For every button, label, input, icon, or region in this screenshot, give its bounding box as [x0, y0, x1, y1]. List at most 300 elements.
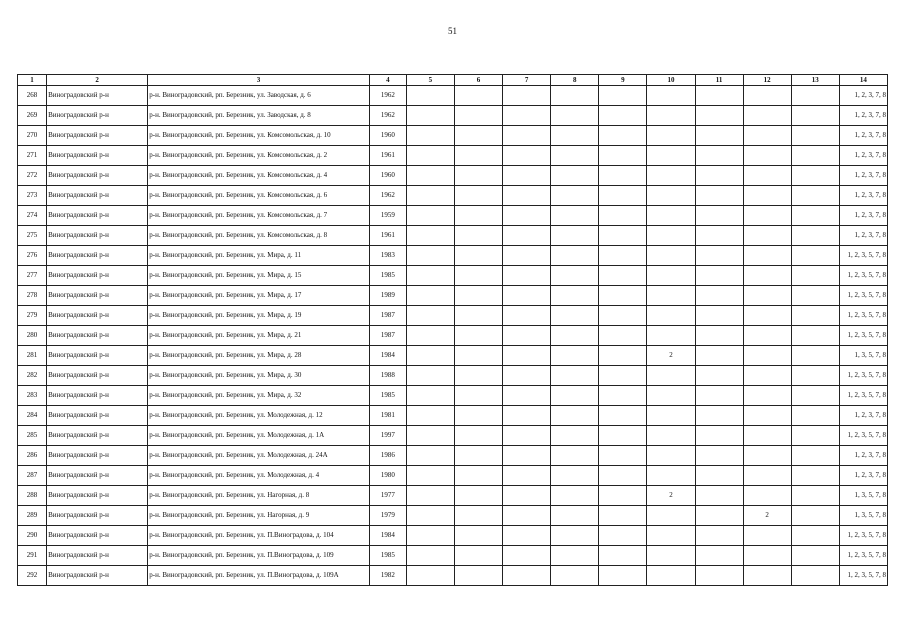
col-13-cell [791, 546, 839, 566]
address-cell: р-н. Виноградовский, рп. Березник, ул. Молодежная, д. 12 [148, 406, 370, 426]
year-cell: 1985 [369, 266, 406, 286]
col-13-cell [791, 306, 839, 326]
col-11-cell [695, 506, 743, 526]
address-cell: р-н. Виноградовский, рп. Березник, ул. Молодежная, д. 4 [148, 466, 370, 486]
column-header-12: 12 [743, 75, 791, 86]
col-8-cell [551, 306, 599, 326]
col-8-cell [551, 546, 599, 566]
table-row [18, 526, 888, 546]
col-9-cell [599, 306, 647, 326]
address-cell: р-н. Виноградовский, рп. Березник, ул. П.Виноградова, д. 104 [148, 526, 370, 546]
col-8-cell [551, 486, 599, 506]
address-cell: р-н. Виноградовский, рп. Березник, ул. Комсомольская, д. 2 [148, 146, 370, 166]
year-cell: 1997 [369, 426, 406, 446]
col-7-cell [503, 346, 551, 366]
column-header-8: 8 [551, 75, 599, 86]
col-5-cell [406, 366, 454, 386]
col-8-cell [551, 386, 599, 406]
col-12-cell [743, 166, 791, 186]
col-12-cell [743, 106, 791, 126]
col-6-cell [454, 526, 502, 546]
col-8-cell [551, 186, 599, 206]
col-12-cell [743, 246, 791, 266]
address-cell: р-н. Виноградовский, рп. Березник, ул. Комсомольская, д. 4 [148, 166, 370, 186]
col-8-cell [551, 226, 599, 246]
col-13-cell [791, 186, 839, 206]
year-cell: 1989 [369, 286, 406, 306]
column-header-11: 11 [695, 75, 743, 86]
year-cell: 1961 [369, 146, 406, 166]
col-10-cell [647, 466, 695, 486]
col-7-cell [503, 246, 551, 266]
col-12-cell [743, 346, 791, 366]
col-9-cell [599, 246, 647, 266]
district-cell: Виноградовский р-н [47, 486, 148, 506]
col-7-cell [503, 446, 551, 466]
col-13-cell [791, 466, 839, 486]
col-8-cell [551, 246, 599, 266]
housing-register-table [17, 74, 888, 586]
col-11-cell [695, 546, 743, 566]
col-7-cell [503, 486, 551, 506]
address-cell: р-н. Виноградовский, рп. Березник, ул. Заводская, д. 8 [148, 106, 370, 126]
col-6-cell [454, 266, 502, 286]
column-header-9: 9 [599, 75, 647, 86]
table-body [18, 86, 888, 586]
row-number: 288 [18, 486, 47, 506]
col-12-cell [743, 526, 791, 546]
col-6-cell [454, 206, 502, 226]
col-5-cell [406, 446, 454, 466]
col-11-cell [695, 206, 743, 226]
table-row [18, 226, 888, 246]
col-8-cell [551, 346, 599, 366]
col-9-cell [599, 166, 647, 186]
col-12-cell [743, 466, 791, 486]
col-14-cell: 1, 2, 3, 5, 7, 8 [839, 326, 887, 346]
district-cell: Виноградовский р-н [47, 326, 148, 346]
col-7-cell [503, 206, 551, 226]
address-cell: р-н. Виноградовский, рп. Березник, ул. Мира, д. 32 [148, 386, 370, 406]
col-13-cell [791, 506, 839, 526]
address-cell: р-н. Виноградовский, рп. Березник, ул. П.Виноградова, д. 109 [148, 546, 370, 566]
row-number: 281 [18, 346, 47, 366]
col-10-cell [647, 386, 695, 406]
col-12-cell [743, 406, 791, 426]
col-12-cell [743, 566, 791, 586]
district-cell: Виноградовский р-н [47, 546, 148, 566]
column-header-5: 5 [406, 75, 454, 86]
col-6-cell [454, 286, 502, 306]
district-cell: Виноградовский р-н [47, 266, 148, 286]
col-5-cell [406, 146, 454, 166]
address-cell: р-н. Виноградовский, рп. Березник, ул. Комсомольская, д. 8 [148, 226, 370, 246]
table-row [18, 426, 888, 446]
col-13-cell [791, 86, 839, 106]
col-14-cell: 1, 2, 3, 7, 8 [839, 466, 887, 486]
col-10-cell [647, 266, 695, 286]
col-8-cell [551, 426, 599, 446]
col-13-cell [791, 286, 839, 306]
address-cell: р-н. Виноградовский, рп. Березник, ул. Нагорная, д. 8 [148, 486, 370, 506]
col-13-cell [791, 106, 839, 126]
col-11-cell [695, 246, 743, 266]
col-11-cell [695, 466, 743, 486]
col-6-cell [454, 366, 502, 386]
col-6-cell [454, 246, 502, 266]
col-5-cell [406, 426, 454, 446]
col-6-cell [454, 446, 502, 466]
table-row [18, 486, 888, 506]
col-5-cell [406, 386, 454, 406]
year-cell: 1987 [369, 326, 406, 346]
col-10-cell [647, 566, 695, 586]
col-5-cell [406, 526, 454, 546]
col-10-cell [647, 306, 695, 326]
table-row [18, 406, 888, 426]
table-row [18, 446, 888, 466]
col-12-cell [743, 146, 791, 166]
col-11-cell [695, 186, 743, 206]
col-8-cell [551, 146, 599, 166]
col-8-cell [551, 466, 599, 486]
col-14-cell: 1, 2, 3, 7, 8 [839, 86, 887, 106]
address-cell: р-н. Виноградовский, рп. Березник, ул. Мира, д. 30 [148, 366, 370, 386]
col-9-cell [599, 506, 647, 526]
column-header-6: 6 [454, 75, 502, 86]
year-cell: 1984 [369, 346, 406, 366]
address-cell: р-н. Виноградовский, рп. Березник, ул. Комсомольская, д. 6 [148, 186, 370, 206]
col-13-cell [791, 246, 839, 266]
year-cell: 1962 [369, 186, 406, 206]
col-12-cell [743, 186, 791, 206]
table-row [18, 286, 888, 306]
col-12-cell [743, 286, 791, 306]
district-cell: Виноградовский р-н [47, 146, 148, 166]
col-11-cell [695, 526, 743, 546]
row-number: 278 [18, 286, 47, 306]
col-11-cell [695, 286, 743, 306]
row-number: 292 [18, 566, 47, 586]
table-row [18, 266, 888, 286]
row-number: 274 [18, 206, 47, 226]
col-7-cell [503, 506, 551, 526]
table-row [18, 326, 888, 346]
col-11-cell [695, 86, 743, 106]
col-13-cell [791, 346, 839, 366]
col-7-cell [503, 226, 551, 246]
year-cell: 1984 [369, 526, 406, 546]
district-cell: Виноградовский р-н [47, 366, 148, 386]
col-9-cell [599, 326, 647, 346]
col-14-cell: 1, 2, 3, 7, 8 [839, 126, 887, 146]
col-7-cell [503, 406, 551, 426]
col-8-cell [551, 286, 599, 306]
year-cell: 1981 [369, 406, 406, 426]
col-9-cell [599, 366, 647, 386]
col-10-cell [647, 126, 695, 146]
col-10-cell [647, 186, 695, 206]
col-5-cell [406, 566, 454, 586]
col-8-cell [551, 506, 599, 526]
col-11-cell [695, 166, 743, 186]
year-cell: 1983 [369, 246, 406, 266]
table-row [18, 186, 888, 206]
address-cell: р-н. Виноградовский, рп. Березник, ул. Молодежная, д. 24А [148, 446, 370, 466]
table-row [18, 166, 888, 186]
table-row [18, 106, 888, 126]
col-8-cell [551, 526, 599, 546]
col-6-cell [454, 546, 502, 566]
year-cell: 1985 [369, 386, 406, 406]
col-6-cell [454, 506, 502, 526]
col-8-cell [551, 106, 599, 126]
column-header-14: 14 [839, 75, 887, 86]
col-5-cell [406, 246, 454, 266]
col-9-cell [599, 386, 647, 406]
col-13-cell [791, 406, 839, 426]
col-7-cell [503, 526, 551, 546]
row-number: 284 [18, 406, 47, 426]
district-cell: Виноградовский р-н [47, 246, 148, 266]
col-6-cell [454, 166, 502, 186]
col-9-cell [599, 186, 647, 206]
col-10-cell: 2 [647, 486, 695, 506]
row-number: 279 [18, 306, 47, 326]
col-7-cell [503, 466, 551, 486]
col-6-cell [454, 406, 502, 426]
col-7-cell [503, 566, 551, 586]
col-5-cell [406, 286, 454, 306]
col-6-cell [454, 426, 502, 446]
col-9-cell [599, 146, 647, 166]
col-10-cell [647, 166, 695, 186]
col-12-cell [743, 86, 791, 106]
col-13-cell [791, 226, 839, 246]
col-6-cell [454, 486, 502, 506]
col-5-cell [406, 86, 454, 106]
year-cell: 1982 [369, 566, 406, 586]
district-cell: Виноградовский р-н [47, 506, 148, 526]
col-11-cell [695, 106, 743, 126]
table-row [18, 546, 888, 566]
col-11-cell [695, 326, 743, 346]
col-5-cell [406, 106, 454, 126]
table-row [18, 306, 888, 326]
year-cell: 1985 [369, 546, 406, 566]
row-number: 269 [18, 106, 47, 126]
col-7-cell [503, 126, 551, 146]
col-12-cell [743, 306, 791, 326]
col-13-cell [791, 566, 839, 586]
col-14-cell: 1, 2, 3, 5, 7, 8 [839, 426, 887, 446]
col-7-cell [503, 546, 551, 566]
col-12-cell [743, 546, 791, 566]
col-10-cell: 2 [647, 346, 695, 366]
district-cell: Виноградовский р-н [47, 166, 148, 186]
col-7-cell [503, 86, 551, 106]
col-9-cell [599, 406, 647, 426]
col-14-cell: 1, 2, 3, 5, 7, 8 [839, 366, 887, 386]
year-cell: 1961 [369, 226, 406, 246]
col-11-cell [695, 446, 743, 466]
col-9-cell [599, 226, 647, 246]
col-6-cell [454, 146, 502, 166]
col-5-cell [406, 506, 454, 526]
col-13-cell [791, 366, 839, 386]
col-8-cell [551, 326, 599, 346]
address-cell: р-н. Виноградовский, рп. Березник, ул. Мира, д. 21 [148, 326, 370, 346]
row-number: 277 [18, 266, 47, 286]
col-7-cell [503, 266, 551, 286]
col-12-cell: 2 [743, 506, 791, 526]
col-12-cell [743, 486, 791, 506]
col-5-cell [406, 346, 454, 366]
table-row [18, 146, 888, 166]
col-5-cell [406, 186, 454, 206]
col-14-cell: 1, 2, 3, 5, 7, 8 [839, 386, 887, 406]
col-10-cell [647, 546, 695, 566]
column-header-10: 10 [647, 75, 695, 86]
col-12-cell [743, 326, 791, 346]
table-row [18, 466, 888, 486]
year-cell: 1980 [369, 466, 406, 486]
col-6-cell [454, 566, 502, 586]
table-row [18, 386, 888, 406]
year-cell: 1979 [369, 506, 406, 526]
col-13-cell [791, 266, 839, 286]
col-13-cell [791, 386, 839, 406]
col-13-cell [791, 166, 839, 186]
col-11-cell [695, 266, 743, 286]
col-9-cell [599, 486, 647, 506]
col-5-cell [406, 206, 454, 226]
column-header-2: 2 [47, 75, 148, 86]
col-14-cell: 1, 2, 3, 5, 7, 8 [839, 306, 887, 326]
year-cell: 1986 [369, 446, 406, 466]
header-row [18, 75, 888, 86]
page-number: 51 [448, 26, 457, 36]
col-12-cell [743, 366, 791, 386]
col-9-cell [599, 86, 647, 106]
col-10-cell [647, 426, 695, 446]
col-6-cell [454, 86, 502, 106]
col-10-cell [647, 246, 695, 266]
col-7-cell [503, 106, 551, 126]
col-7-cell [503, 186, 551, 206]
col-13-cell [791, 446, 839, 466]
col-10-cell [647, 206, 695, 226]
district-cell: Виноградовский р-н [47, 206, 148, 226]
address-cell: р-н. Виноградовский, рп. Березник, ул. Мира, д. 11 [148, 246, 370, 266]
column-header-13: 13 [791, 75, 839, 86]
district-cell: Виноградовский р-н [47, 446, 148, 466]
year-cell: 1977 [369, 486, 406, 506]
col-11-cell [695, 406, 743, 426]
col-14-cell: 1, 3, 5, 7, 8 [839, 346, 887, 366]
col-12-cell [743, 226, 791, 246]
col-8-cell [551, 366, 599, 386]
col-11-cell [695, 346, 743, 366]
col-5-cell [406, 166, 454, 186]
col-9-cell [599, 106, 647, 126]
col-14-cell: 1, 2, 3, 5, 7, 8 [839, 286, 887, 306]
col-7-cell [503, 326, 551, 346]
col-6-cell [454, 386, 502, 406]
row-number: 270 [18, 126, 47, 146]
col-5-cell [406, 466, 454, 486]
col-6-cell [454, 106, 502, 126]
col-13-cell [791, 326, 839, 346]
col-9-cell [599, 266, 647, 286]
year-cell: 1988 [369, 366, 406, 386]
year-cell: 1960 [369, 166, 406, 186]
col-5-cell [406, 226, 454, 246]
col-9-cell [599, 466, 647, 486]
district-cell: Виноградовский р-н [47, 226, 148, 246]
col-14-cell: 1, 2, 3, 7, 8 [839, 226, 887, 246]
col-14-cell: 1, 2, 3, 7, 8 [839, 146, 887, 166]
col-10-cell [647, 366, 695, 386]
col-9-cell [599, 286, 647, 306]
col-8-cell [551, 206, 599, 226]
col-6-cell [454, 126, 502, 146]
row-number: 280 [18, 326, 47, 346]
col-14-cell: 1, 3, 5, 7, 8 [839, 506, 887, 526]
col-6-cell [454, 306, 502, 326]
year-cell: 1987 [369, 306, 406, 326]
district-cell: Виноградовский р-н [47, 426, 148, 446]
col-12-cell [743, 446, 791, 466]
col-11-cell [695, 486, 743, 506]
col-10-cell [647, 86, 695, 106]
col-14-cell: 1, 2, 3, 7, 8 [839, 186, 887, 206]
address-cell: р-н. Виноградовский, рп. Березник, ул. Мира, д. 15 [148, 266, 370, 286]
row-number: 271 [18, 146, 47, 166]
col-7-cell [503, 166, 551, 186]
col-12-cell [743, 266, 791, 286]
table-row [18, 206, 888, 226]
table-row [18, 346, 888, 366]
col-11-cell [695, 146, 743, 166]
column-header-1: 1 [18, 75, 47, 86]
row-number: 268 [18, 86, 47, 106]
row-number: 272 [18, 166, 47, 186]
row-number: 286 [18, 446, 47, 466]
col-11-cell [695, 306, 743, 326]
district-cell: Виноградовский р-н [47, 386, 148, 406]
col-10-cell [647, 146, 695, 166]
year-cell: 1962 [369, 106, 406, 126]
col-11-cell [695, 566, 743, 586]
col-10-cell [647, 226, 695, 246]
col-8-cell [551, 266, 599, 286]
row-number: 283 [18, 386, 47, 406]
col-14-cell: 1, 2, 3, 5, 7, 8 [839, 526, 887, 546]
col-7-cell [503, 286, 551, 306]
col-13-cell [791, 486, 839, 506]
row-number: 282 [18, 366, 47, 386]
col-9-cell [599, 126, 647, 146]
col-10-cell [647, 506, 695, 526]
col-6-cell [454, 466, 502, 486]
address-cell: р-н. Виноградовский, рп. Березник, ул. Мира, д. 19 [148, 306, 370, 326]
table-row [18, 86, 888, 106]
col-13-cell [791, 146, 839, 166]
table-row [18, 246, 888, 266]
col-12-cell [743, 126, 791, 146]
col-14-cell: 1, 2, 3, 5, 7, 8 [839, 266, 887, 286]
